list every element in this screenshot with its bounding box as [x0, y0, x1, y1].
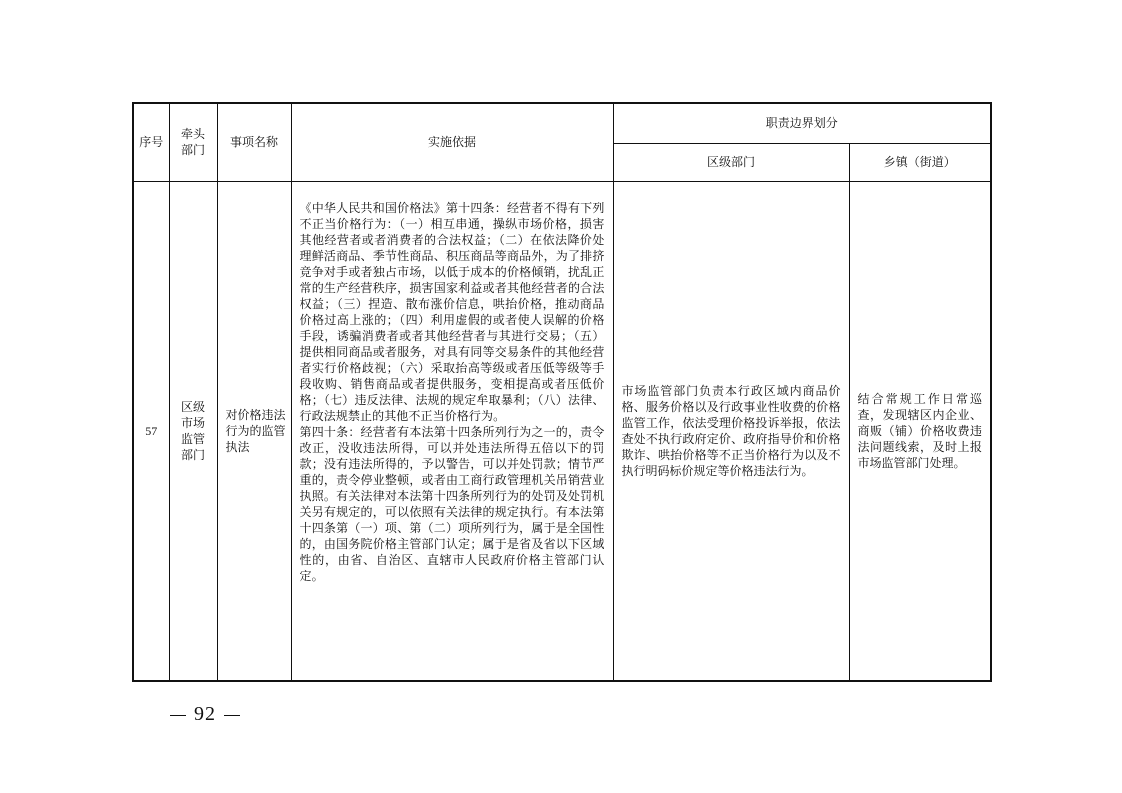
header-seq: 序号 — [133, 103, 169, 181]
responsibility-table — [132, 102, 992, 682]
footer-dash-right — [224, 715, 240, 716]
page-number: 92 — [194, 703, 216, 725]
row-basis — [291, 181, 613, 681]
header-town: 乡镇（街道） — [849, 143, 991, 181]
row-item-name: 对价格违法行为的监管执法 — [217, 181, 291, 681]
row-seq: 57 — [133, 181, 169, 681]
header-row-1 — [133, 103, 991, 143]
footer-dash-left — [170, 715, 186, 716]
header-basis: 实施依据 — [291, 103, 613, 181]
table-row — [133, 181, 991, 681]
basis-paragraph-2: 第四十条：经营者有本法第十四条所列行为之一的，责令改正，没收违法所得，可以并处违法所得五倍以下的罚款；没有违法所得的，予以警告，可以并处罚款；情节严重的，责令停业整顿，或者由工商行政管理机关吊销营业执照。有关法律对本法第十四条所列行为的处罚及处罚机关另有规定的，可以依照有关法律的规定执行。有本法第十四条第（一）项、第（二）项所列行为，属于是全国性的，由国务院价格主管部门认定；属于是省及省以下区域性的，由省、自治区、直辖市人民政府价格主管部门认定。 — [299, 424, 605, 583]
basis-paragraph-1: 《中华人民共和国价格法》第十四条：经营者不得有下列不正当价格行为：（一）相互串通，操纵市场价格，损害其他经营者或者消费者的合法权益；（二）在依法降价处理鲜活商品、季节性商品、积压商品等商品外，为了排挤竞争对手或者独占市场，以低于成本的价格倾销，扰乱正常的生产经营秩序，损害国家利益或者其他经营者的合法权益；（三）捏造、散布涨价信息，哄抬价格，推动商品价格过高上涨的；（四）利用虚假的或者使人误解的价格手段，诱骗消费者或者其他经营者与其进行交易；（五）提供相同商品或者服务，对具有同等交易条件的其他经营者实行价格歧视；（六）采取抬高等级或者压低等级等手段收购、销售商品或者提供服务，变相提高或者压低价格；（七）违反法律、法规的规定牟取暴利；（八）法律、行政法规禁止的其他不正当价格行为。 — [299, 200, 605, 423]
page-footer — [162, 703, 248, 726]
header-lead-dept: 牵头 部门 — [169, 103, 217, 181]
row-district-duty: 市场监管部门负责本行政区域内商品价格、服务价格以及行政事业性收费的价格监管工作，依法受理价格投诉举报，依法查处不执行政府定价、政府指导价和价格欺诈、哄抬价格等不正当价格行为以及不执行明码标价规定等价格违法行为。 — [613, 181, 849, 681]
row-lead-dept: 区级 市场 监管 部门 — [169, 181, 217, 681]
header-boundary: 职责边界划分 — [613, 103, 991, 143]
header-item-name: 事项名称 — [217, 103, 291, 181]
header-district: 区级部门 — [613, 143, 849, 181]
row-town-duty: 结合常规工作日常巡查，发现辖区内企业、商贩（铺）价格收费违法问题线索，及时上报市场监管部门处理。 — [849, 181, 991, 681]
